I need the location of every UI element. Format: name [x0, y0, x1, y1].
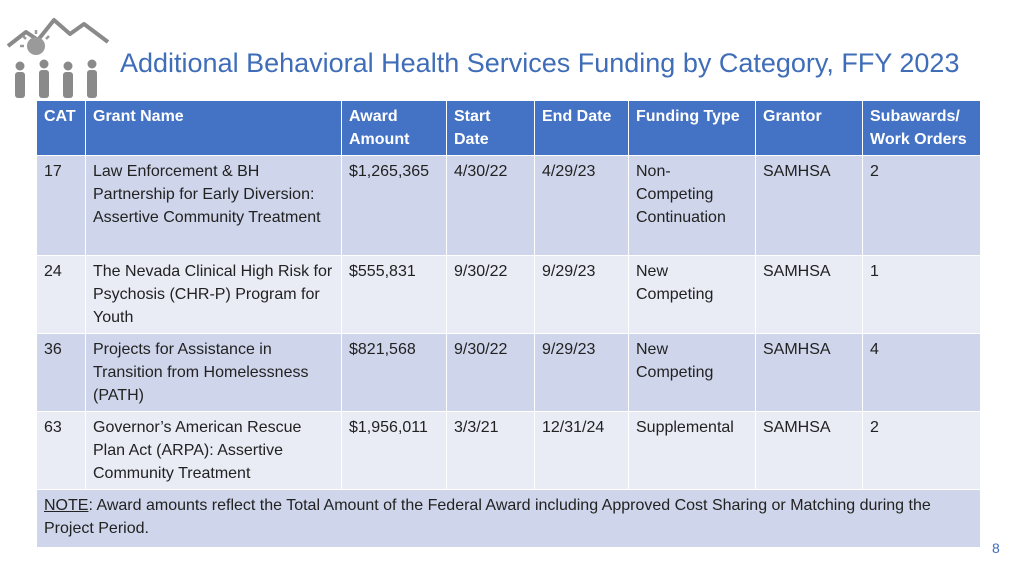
- table-row: [37, 256, 981, 334]
- cell-grant-name: Law Enforcement & BH Partnership for Early Diversion: Assertive Community Treatment: [86, 156, 342, 256]
- header-cat: CAT: [37, 101, 86, 156]
- cell-grant-name: Governor’s American Rescue Plan Act (ARPA): Assertive Community Treatment: [86, 412, 342, 490]
- cell-award-amount: $821,568: [342, 334, 447, 412]
- cell-grant-name: The Nevada Clinical High Risk for Psychosis (CHR-P) Program for Youth: [86, 256, 342, 334]
- cell-cat: 63: [37, 412, 86, 490]
- cell-start-date: 3/3/21: [447, 412, 535, 490]
- cell-award-amount: $1,956,011: [342, 412, 447, 490]
- note-text: : Award amounts reflect the Total Amount of the Federal Award including Approved Cost Sharing or Matching during the Project Period.: [44, 497, 931, 537]
- cell-grantor: SAMHSA: [756, 256, 863, 334]
- cell-start-date: 4/30/22: [447, 156, 535, 256]
- cell-end-date: 4/29/23: [535, 156, 629, 256]
- cell-end-date: 9/29/23: [535, 256, 629, 334]
- funding-table: [36, 100, 981, 548]
- cell-funding-type: New Competing: [629, 334, 756, 412]
- note-label: NOTE: [44, 497, 89, 514]
- table-row: [37, 156, 981, 256]
- cell-grantor: SAMHSA: [756, 156, 863, 256]
- cell-grantor: SAMHSA: [756, 334, 863, 412]
- cell-cat: 24: [37, 256, 86, 334]
- header-end-date: End Date: [535, 101, 629, 156]
- page-number: 8: [992, 540, 1000, 556]
- cell-grant-name: Projects for Assistance in Transition from Homelessness (PATH): [86, 334, 342, 412]
- cell-end-date: 9/29/23: [535, 334, 629, 412]
- cell-grantor: SAMHSA: [756, 412, 863, 490]
- cell-award-amount: $555,831: [342, 256, 447, 334]
- cell-subawards: 2: [863, 412, 981, 490]
- cell-subawards: 1: [863, 256, 981, 334]
- cell-subawards: 2: [863, 156, 981, 256]
- header-start-date: Start Date: [447, 101, 535, 156]
- cell-start-date: 9/30/22: [447, 334, 535, 412]
- header-grantor: Grantor: [756, 101, 863, 156]
- cell-end-date: 12/31/24: [535, 412, 629, 490]
- table-note: [37, 490, 981, 548]
- table-row: [37, 412, 981, 490]
- dhhs-logo: [6, 6, 110, 102]
- cell-funding-type: New Competing: [629, 256, 756, 334]
- table-note-row: [37, 490, 981, 548]
- cell-funding-type: Non-Competing Continuation: [629, 156, 756, 256]
- header-grant-name: Grant Name: [86, 101, 342, 156]
- header-subawards: Subawards/ Work Orders: [863, 101, 981, 156]
- cell-funding-type: Supplemental: [629, 412, 756, 490]
- table-header-row: [37, 101, 981, 156]
- table-row: [37, 334, 981, 412]
- header-award-amount: Award Amount: [342, 101, 447, 156]
- cell-subawards: 4: [863, 334, 981, 412]
- cell-cat: 17: [37, 156, 86, 256]
- cell-cat: 36: [37, 334, 86, 412]
- header-funding-type: Funding Type: [629, 101, 756, 156]
- cell-award-amount: $1,265,365: [342, 156, 447, 256]
- slide-title: Additional Behavioral Health Services Funding by Category, FFY 2023: [120, 48, 960, 78]
- cell-start-date: 9/30/22: [447, 256, 535, 334]
